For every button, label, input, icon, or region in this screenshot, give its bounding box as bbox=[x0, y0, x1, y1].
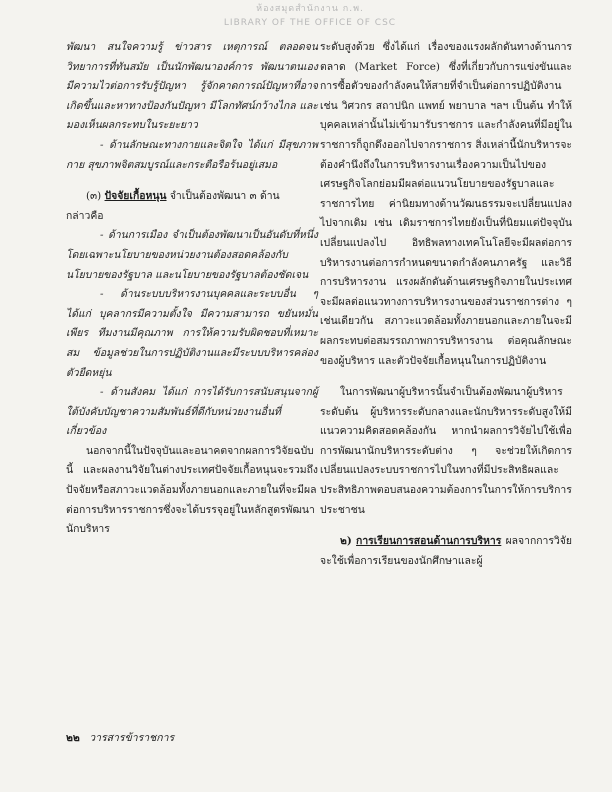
page-number: ๒๒ bbox=[66, 732, 80, 744]
heading-continuation: กล่าวคือ bbox=[66, 209, 104, 222]
paragraph: - ด้านการเมือง จำเป็นต้องพัฒนาเป็นอันดับที่หนึ่ง โดยเฉพาะนโยบายของหน่วยงานต้องสอดคล้องกับนโยบายของรัฐบาล และนโยบายของรัฐบาลต้องชัดเจน bbox=[66, 229, 318, 281]
heading-title: ปัจจัยเกื้อหนุน bbox=[104, 190, 167, 203]
paragraph: - ด้านสังคม ได้แก่ การได้รับการสนับสนุนจากผู้ใต้บังคับบัญชาความสัมพันธ์ที่ดีกับหน่วยงานอื่นที่เกี่ยวข้อง bbox=[66, 386, 318, 438]
journal-name: วารสารข้าราชการ bbox=[89, 732, 175, 744]
heading-text: จำเป็นต้องพัฒนา ๓ ด้าน bbox=[169, 190, 280, 203]
spacer bbox=[66, 175, 318, 187]
heading-title: การเรียนการสอนด้านการบริหาร bbox=[356, 535, 502, 548]
right-column bbox=[320, 38, 572, 571]
paragraph: ในการพัฒนาผู้บริหารนั้นจำเป็นต้องพัฒนาผู้บริหารระดับต้น ผู้บริหารระดับกลางและนักบริหารระดับสูงให้มีแนวความคิดสอดคล้องกัน หากนำผลการวิจัยไปใช้เพื่อการพัฒนานักบริหารระดับต่าง ๆ จะช่วยให้เกิดการเปลี่ยนแปลงระบบราชการไปในทางที่มีประสิทธิผลและประสิทธิภาพตอบสนองความต้องการในการให้การบริการประชาชน bbox=[320, 386, 572, 516]
paragraph: พัฒนา สนใจความรู้ ข่าวสาร เหตุการณ์ ตลอดจนวิทยาการที่ทันสมัย เป็นนักพัฒนาองค์การ พัฒนาตนเอง มีความไวต่อการรับรู้ปัญหา รู้จักคาดการณ์ปัญหาที่อาจเกิดขึ้นและหาทางป้องกันปัญหา มีโลกทัศน์กว้างไกล และมองเห็นผลกระทบในระยะยาว bbox=[66, 41, 318, 132]
heading-text: ผลจากการวิจัยจะใช้เพื่อการเรียนของนักศึกษาและผู้ bbox=[320, 535, 572, 567]
heading-number: ๒) bbox=[340, 535, 352, 548]
paragraph: ระดับสูงด้วย ซึ่งได้แก่ เรื่องของแรงผลักดันทางด้านการตลาด (Market Force) ซึ่งที่เกี่ยวกับการแข่งขันและการซื้อตัวของกำลังคนให้สายที่จำเป็นต่อการปฏิบัติงาน เช่น วิศวกร สถาปนิก แพทย์ พยาบาล ฯลฯ เป็นต้น ทำให้บุคคลเหล่านั้นไม่เข้ามารับราชการ และกำลังคนที่มีอยู่ในราชการก็ถูกดึงออกไปจากราชการ สิ่งเหล่านี้นักบริหารจะต้องคำนึงถึงในการบริหารงานเรื่องความเป็นไปของเศรษฐกิจโลกย่อมมีผลต่อแนวนโยบายของรัฐบาลและราชการไทย ค่านิยมทางด้านวัฒนธรรมจะเปลี่ยนแปลงไปจากเดิม เช่น เดิมราชการไทยยังเป็นที่นิยมแต่ปัจจุบันเปลี่ยนแปลงไป อิทธิพลทางเทคโนโลยีจะมีผลต่อการบริหารงานต่อการกำหนดขนาดกำลังคนภาครัฐ และวิธีการบริหารงาน แรงผลักดันด้านเศรษฐกิจภายในประเทศ จะมีผลต่อแนวทางการบริหารงานของส่วนราชการต่าง ๆ เช่นเดียวกัน สภาวะแวดล้อมทั้งภายนอกและภายในจะมีผลกระทบต่อสมรรถภาพการบริหารงาน ต่อคุณลักษณะของผู้บริหาร และตัวปัจจัยเกื้อหนุนในการปฏิบัติงาน bbox=[320, 41, 572, 367]
section-heading bbox=[320, 532, 572, 571]
section-heading bbox=[66, 187, 318, 207]
paragraph: - ด้านระบบบริหารงานบุคคลและระบบอื่น ๆ ได้แก่ บุคลากรมีความตั้งใจ มีความสามารถ ขยันหมั่นเพียร ทีมงานมีคุณภาพ การให้ความรับผิดชอบที่เหมาะสม ข้อมูลช่วยในการปฏิบัติงานและมีระบบบริหารคล่องตัวยืดหยุ่น bbox=[66, 288, 318, 379]
left-column bbox=[66, 38, 318, 540]
paragraph: - ด้านลักษณะทางกายและจิตใจ ได้แก่ มีสุขภาพกาย สุขภาพจิตสมบูรณ์และกระตือรือร้นอยู่เสมอ bbox=[66, 138, 318, 171]
spacer bbox=[320, 520, 572, 532]
library-stamp bbox=[200, 2, 420, 36]
stamp-line-2: LIBRARY OF THE OFFICE OF CSC bbox=[223, 18, 397, 28]
heading-number: (๓) bbox=[86, 190, 102, 203]
page-footer bbox=[66, 729, 174, 746]
stamp-line-1: ห้องสมุดสำนักงาน ก.พ. bbox=[256, 4, 364, 14]
paragraph: นอกจากนี้ในปัจจุบันและอนาคตจากผลการวิจัยฉบับนี้ และผลงานวิจัยในต่างประเทศปัจจัยเกื้อหนุนจะรวมถึงปัจจัยหรือสภาวะแวดล้อมทั้งภายนอกและภายในที่จะมีผลต่อการบริหารราชการซึ่งจะได้บรรจุอยู่ในหลักสูตรพัฒนานักบริหาร bbox=[66, 444, 318, 536]
spacer bbox=[320, 371, 572, 383]
